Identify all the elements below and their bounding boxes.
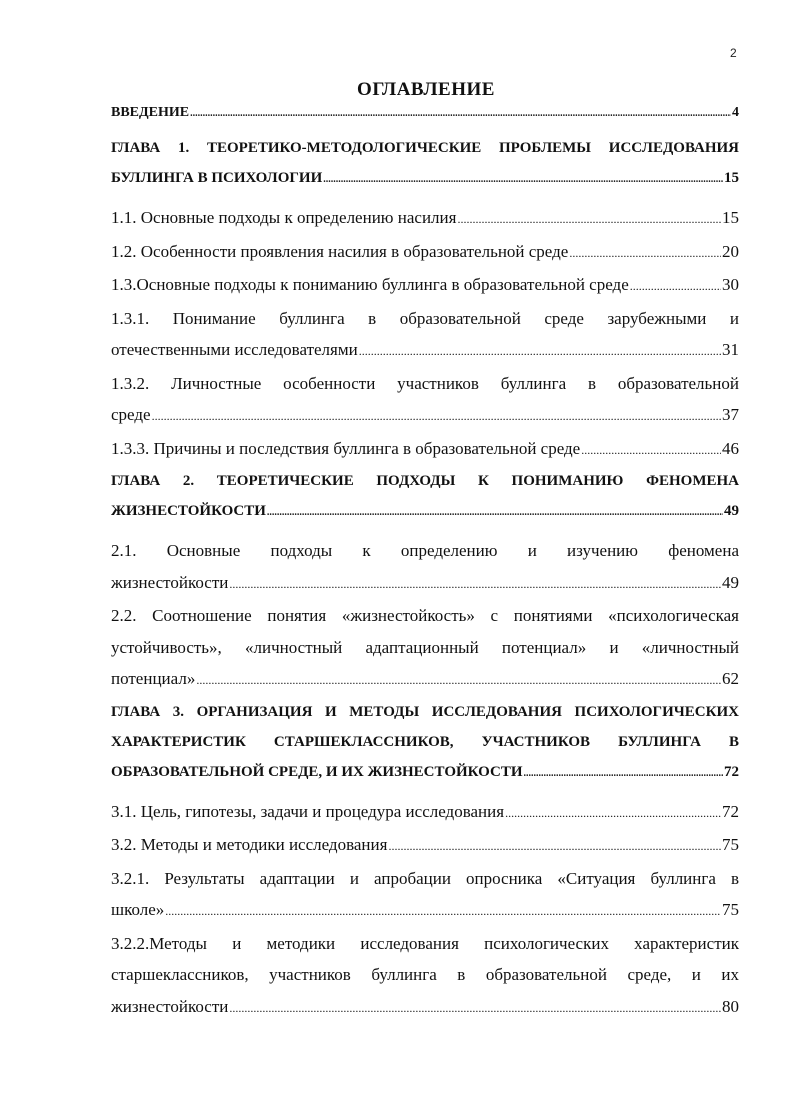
- toc-page-number: 80: [722, 996, 739, 1016]
- toc-entry-title: 1.3.1. Понимание буллинга в образовательной среде зарубежными и: [111, 308, 739, 328]
- toc-page-number: 4: [732, 105, 739, 120]
- dot-leader: [267, 496, 723, 528]
- toc-page-number: 30: [722, 275, 739, 294]
- toc-entry-section-3-2[interactable]: [111, 829, 739, 863]
- dot-leader: [323, 163, 723, 195]
- toc-page-number: 75: [722, 900, 739, 919]
- toc-line: [111, 368, 739, 400]
- toc-entry-title: отечественными исследователями: [111, 340, 358, 359]
- toc-entry-section-1-3-2[interactable]: [111, 368, 739, 433]
- toc-entry-section-1-3[interactable]: [111, 269, 739, 303]
- toc-line: [111, 303, 739, 335]
- toc-page-number: 15: [724, 170, 739, 186]
- toc-line: [111, 102, 739, 125]
- toc-entry-title: ХАРАКТЕРИСТИК СТАРШЕКЛАССНИКОВ, УЧАСТНИКОВ БУЛЛИНГА В: [111, 733, 739, 750]
- toc-entry-section-1-3-3[interactable]: [111, 433, 739, 467]
- toc-entry-section-1-3-1[interactable]: [111, 303, 739, 368]
- toc-entry-title: 1.3.3. Причины и последствия буллинга в образовательной среде: [111, 438, 581, 458]
- toc-line: [111, 236, 739, 270]
- toc-page-number: 72: [724, 763, 739, 780]
- table-of-contents: [111, 102, 739, 1024]
- toc-entry-chapter-2[interactable]: [111, 466, 739, 528]
- toc-page-number: 62: [722, 669, 739, 688]
- dot-leader: [505, 796, 721, 830]
- toc-entry-title: ГЛАВА 3. ОРГАНИЗАЦИЯ И МЕТОДЫ ИССЛЕДОВАНИЯ ПСИХОЛОГИЧЕСКИХ: [111, 703, 739, 720]
- dot-leader: [190, 102, 731, 125]
- toc-entry-title: 3.1. Цель, гипотезы, задачи и процедура исследования: [111, 801, 505, 821]
- toc-entry-section-3-2-1[interactable]: [111, 863, 739, 928]
- toc-entry-title: ОБРАЗОВАТЕЛЬНОЙ СРЕДЕ, И ИХ ЖИЗНЕСТОЙКОСТИ: [111, 763, 523, 780]
- toc-entry-section-1-2[interactable]: [111, 236, 739, 270]
- toc-entry-chapter-1[interactable]: [111, 133, 739, 195]
- toc-line: [111, 663, 739, 697]
- dot-leader: [457, 202, 721, 236]
- toc-page-number: 72: [722, 801, 739, 821]
- toc-page-number: 37: [722, 405, 739, 424]
- toc-entry-title: потенциал»: [111, 669, 196, 688]
- toc-line: [111, 894, 739, 928]
- toc-entry-title: 1.2. Особенности проявления насилия в образовательной среде: [111, 241, 569, 261]
- toc-entry-chapter-3[interactable]: [111, 697, 739, 789]
- dot-leader: [388, 829, 721, 863]
- toc-line: [111, 959, 739, 991]
- toc-line: [111, 727, 739, 757]
- toc-entry-title: ГЛАВА 1. ТЕОРЕТИКО-МЕТОДОЛОГИЧЕСКИЕ ПРОБЛЕМЫ ИССЛЕДОВАНИЯ: [111, 140, 739, 156]
- toc-line: [111, 632, 739, 664]
- page-number: 2: [730, 46, 737, 60]
- dot-leader: [229, 567, 721, 601]
- toc-entry-section-2-1[interactable]: [111, 535, 739, 600]
- dot-leader: [152, 399, 721, 433]
- dot-leader: [196, 663, 721, 697]
- toc-entry-title: 1.1. Основные подходы к определению насилия: [111, 208, 457, 227]
- dot-leader: [581, 433, 721, 467]
- toc-entry-title: школе»: [111, 900, 165, 919]
- toc-entry-title: 2.1. Основные подходы к определению и изучению феномена: [111, 541, 739, 560]
- toc-page-number: 49: [724, 503, 739, 519]
- toc-line: [111, 697, 739, 727]
- toc-page-number: 46: [722, 438, 739, 458]
- dot-leader: [630, 269, 721, 303]
- dot-leader: [165, 894, 721, 928]
- toc-line: [111, 863, 739, 895]
- toc-entry-title: 1.3.Основные подходы к пониманию буллинга в образовательной среде: [111, 275, 629, 294]
- toc-line: [111, 202, 739, 236]
- toc-entry-title: жизнестойкости: [111, 996, 229, 1016]
- toc-line: [111, 928, 739, 960]
- dot-leader: [524, 757, 723, 789]
- toc-entry-title: жизнестойкости: [111, 572, 229, 592]
- toc-entry-title: 3.2.1. Результаты адаптации и апробации опросника «Ситуация буллинга в: [111, 868, 739, 888]
- toc-page-number: 31: [722, 340, 739, 359]
- toc-entry-title: БУЛЛИНГА В ПСИХОЛОГИИ: [111, 170, 323, 186]
- toc-page-number: 20: [722, 241, 739, 261]
- toc-line: [111, 567, 739, 601]
- toc-line: [111, 133, 739, 163]
- toc-line: [111, 796, 739, 830]
- toc-entry-title: 3.2.2.Методы и методики исследования психологических характеристик: [111, 933, 739, 953]
- toc-entry-title: устойчивость», «личностный адаптационный потенциал» и «личностный: [111, 637, 739, 657]
- toc-line: [111, 991, 739, 1025]
- toc-line: [111, 334, 739, 368]
- toc-title: ОГЛАВЛЕНИЕ: [357, 79, 495, 100]
- toc-entry-title: 3.2. Методы и методики исследования: [111, 835, 388, 854]
- toc-page-number: 15: [722, 208, 739, 227]
- toc-entry-section-1-1[interactable]: [111, 202, 739, 236]
- toc-line: [111, 433, 739, 467]
- toc-line: [111, 600, 739, 632]
- toc-line: [111, 496, 739, 528]
- toc-line: [111, 829, 739, 863]
- toc-entry-title: старшеклассников, участников буллинга в образовательной среде, и их: [111, 965, 739, 984]
- toc-entry-title: ЖИЗНЕСТОЙКОСТИ: [111, 503, 266, 519]
- toc-entry-title: среде: [111, 405, 151, 424]
- toc-entry-introduction[interactable]: [111, 102, 739, 125]
- toc-line: [111, 757, 739, 789]
- toc-entry-section-3-2-2[interactable]: [111, 928, 739, 1025]
- toc-entry-section-3-1[interactable]: [111, 796, 739, 830]
- toc-page-number: 75: [722, 835, 739, 854]
- toc-entry-title: ВВЕДЕНИЕ: [111, 105, 190, 120]
- toc-line: [111, 269, 739, 303]
- dot-leader: [359, 334, 721, 368]
- toc-entry-title: ГЛАВА 2. ТЕОРЕТИЧЕСКИЕ ПОДХОДЫ К ПОНИМАНИЮ ФЕНОМЕНА: [111, 473, 739, 489]
- toc-entry-title: 2.2. Соотношение понятия «жизнестойкость» с понятиями «психологическая: [111, 606, 739, 625]
- toc-entry-title: 1.3.2. Личностные особенности участников буллинга в образовательной: [111, 373, 739, 393]
- toc-line: [111, 399, 739, 433]
- toc-line: [111, 535, 739, 567]
- toc-entry-section-2-2[interactable]: [111, 600, 739, 697]
- toc-line: [111, 163, 739, 195]
- toc-page-number: 49: [722, 572, 739, 592]
- dot-leader: [229, 991, 721, 1025]
- dot-leader: [569, 236, 721, 270]
- toc-line: [111, 466, 739, 496]
